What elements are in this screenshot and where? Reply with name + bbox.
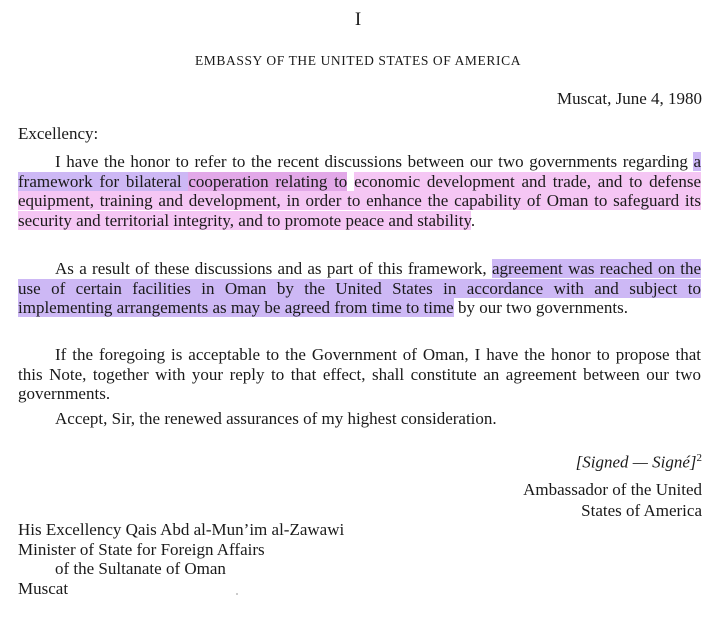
signed-text: [Signed — Signé] [575,452,697,472]
paragraph-framework [18,152,701,230]
highlight-pink: economic development and trade, and to defense equipment, training and development, in order to enhance the capability of Oman to safeguard its security and territorial integrity, and to promote peace and stability [18,171,702,230]
highlight-purple: a framework for bilateral [18,152,701,191]
highlight-purple: agreement was reached on the use of certain facilities in Oman by the United States in accordance with and subject to implementing arrangements as may be agreed from time to time [18,259,702,317]
salutation: Excellency: [18,124,99,143]
embassy-heading: EMBASSY OF THE UNITED STATES OF AMERICA [194,53,522,68]
highlight-overlap: cooperation relating to [188,171,348,191]
footnote-mark: 2 [696,452,702,464]
signatory-title-line2: States of America [581,500,702,520]
paragraph-text: I have the honor to refer to the recent discussions between our two governments regarding [55,152,694,171]
paragraph-text: . [470,210,476,230]
paragraph-text: by our two governments. [453,298,628,317]
paragraph-proposal: If the foregoing is acceptable to the Government of Oman, I have the honor to propose that this Note, together with your reply to that effect, shall constitute an agreement between our two governments. [18,345,701,403]
signatory-title-line1: Ambassador of the United [523,479,702,499]
signature-mark [523,448,702,473]
paragraph-text: As a result of these discussions and as part of this framework, [55,259,492,278]
signature-block [523,448,702,521]
page-number: I [354,9,362,30]
scan-speck [236,593,238,595]
addressee-title-continued: of the Sultanate of Oman [55,559,226,578]
paragraph-agreement [18,259,701,318]
addressee-name: His Excellency Qais Abd al-Mun’im al-Zawawi [18,520,345,539]
addressee-block [18,520,344,598]
paragraph-closing: Accept, Sir, the renewed assurances of my highest consideration. [55,409,497,428]
date-line: Muscat, June 4, 1980 [557,89,702,108]
addressee-city: Muscat [18,578,69,598]
addressee-title: Minister of State for Foreign Affairs [18,539,265,559]
